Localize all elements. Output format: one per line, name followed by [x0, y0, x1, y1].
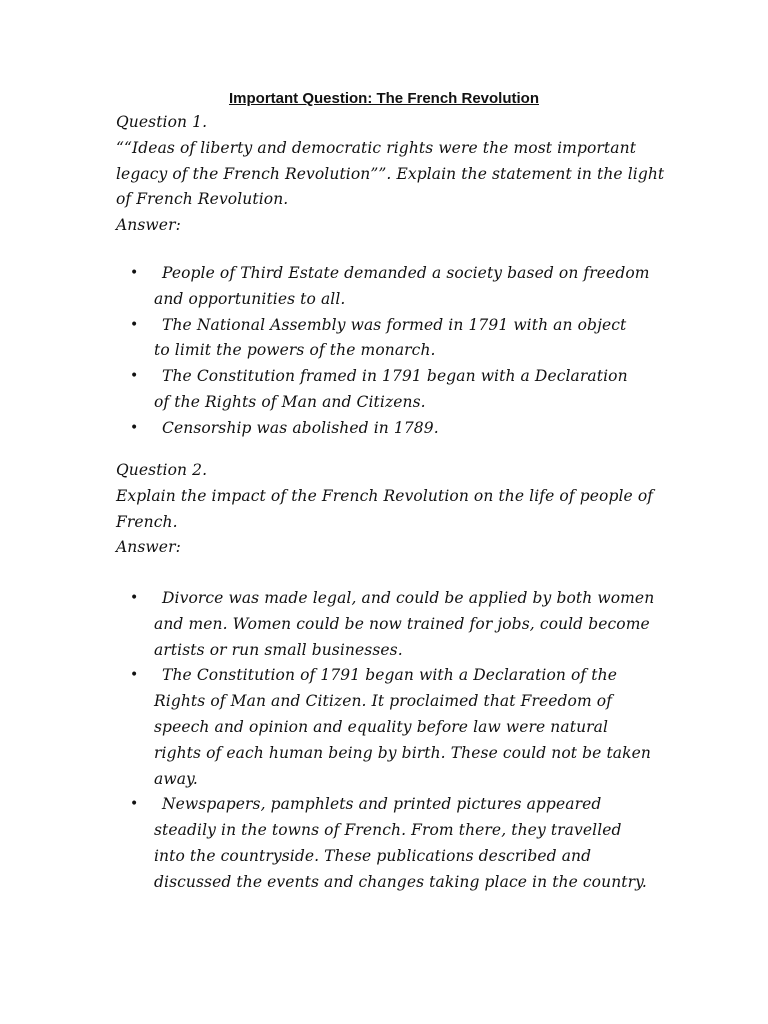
- list-item: [0, 586, 700, 663]
- bullet-icon: •: [130, 796, 139, 813]
- list-item-line: rights of each human being by birth. These could not be taken: [154, 743, 651, 762]
- list-item-line: discussed the events and changes taking place in the country.: [154, 872, 647, 891]
- list-item-line: and men. Women could be now trained for jobs, could become: [154, 614, 650, 633]
- list-item-line: The Constitution framed in 1791 began with a Declaration: [162, 367, 628, 386]
- answer-1-list: [0, 261, 700, 442]
- bullet-icon: •: [130, 368, 139, 385]
- list-item: [0, 663, 700, 792]
- list-item-line: artists or run small businesses.: [154, 640, 403, 659]
- question-2-label: Question 2.: [116, 461, 208, 479]
- bullet-icon: •: [130, 590, 139, 606]
- question-1-label: Question 1.: [116, 113, 208, 131]
- question-1: [116, 110, 665, 239]
- list-item-line: steadily in the towns of French. From there, they travelled: [154, 821, 622, 840]
- question-2: [116, 458, 656, 561]
- list-item-line: to limit the powers of the monarch.: [154, 341, 436, 360]
- list-item-line: into the countryside. These publications described and: [154, 846, 592, 865]
- list-item-line: The National Assembly was formed in 1791 with an object: [162, 315, 627, 334]
- bullet-icon: •: [130, 265, 139, 281]
- bullet-icon: •: [130, 316, 139, 333]
- answer-1-label: Answer:: [116, 216, 181, 235]
- question-1-text-line: ““Ideas of liberty and democratic rights were the most important: [116, 138, 637, 157]
- list-item: [0, 261, 700, 313]
- list-item: [0, 313, 700, 365]
- list-item: [0, 364, 700, 416]
- question-1-text-line: legacy of the French Revolution””. Explain the statement in the light: [116, 164, 665, 183]
- list-item-line: of the Rights of Man and Citizens.: [154, 392, 426, 411]
- bullet-icon: •: [130, 419, 139, 436]
- list-item-line: People of Third Estate demanded a society based on freedom: [162, 264, 650, 282]
- answer-2-list: [0, 586, 700, 896]
- list-item-line: The Constitution of 1791 began with a Declaration of the: [162, 666, 617, 685]
- page-title: Important Question: The French Revolution: [228, 90, 539, 107]
- list-item-line: Censorship was abolished in 1789.: [162, 418, 439, 437]
- list-item-line: speech and opinion and equality before law were natural: [154, 717, 609, 736]
- answer-2-label: Answer:: [116, 538, 181, 557]
- list-item-line: Newspapers, pamphlets and printed pictures appeared: [162, 795, 602, 814]
- bullet-icon: •: [130, 667, 139, 684]
- list-item-line: and opportunities to all.: [154, 289, 346, 308]
- list-item-line: away.: [154, 769, 198, 788]
- question-1-text-line: of French Revolution.: [116, 190, 289, 209]
- question-2-text-line: Explain the impact of the French Revolution on the life of people of: [116, 486, 654, 505]
- question-2-text-line: French.: [116, 512, 178, 531]
- list-item: [0, 416, 700, 442]
- list-item-line: Divorce was made legal, and could be applied by both women: [162, 589, 655, 607]
- list-item: [0, 792, 700, 895]
- list-item-line: Rights of Man and Citizen. It proclaimed that Freedom of: [154, 692, 613, 711]
